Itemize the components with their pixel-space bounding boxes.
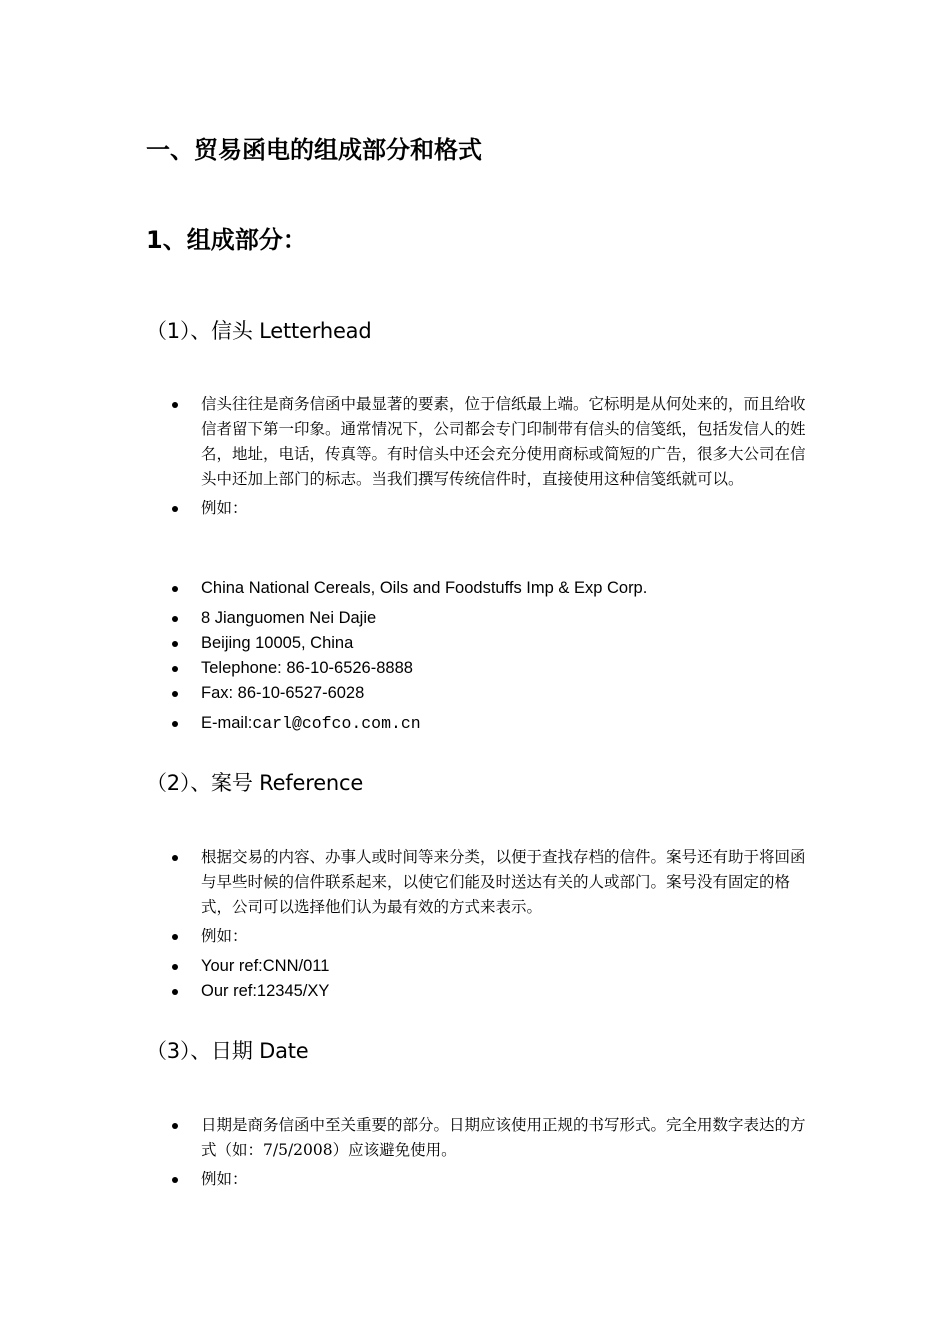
- list-item: [0, 656, 950, 681]
- email-link[interactable]: carl@cofco.com.cn: [252, 714, 421, 733]
- example-line: China National Cereals, Oils and Foodstuffs Imp & Exp Corp.: [201, 579, 648, 597]
- section-title-date: （3）、日期 Date: [146, 1039, 309, 1063]
- list-item: [0, 681, 950, 706]
- list-item: [0, 711, 950, 736]
- letterhead-paragraph: 信头往往是商务信函中最显著的要素，位于信纸最上端。它标明是从何处来的，而且给收信者留下第一印象。通常情况下，公司都会专门印制带有信头的信笺纸，包括发信人的姓名，地址，电话，传真等。有时信头中还会充分使用商标或简短的广告，很多大公司在信头中还加上部门的标志。当我们撰写传统信件时，直接使用这种信笺纸就可以。: [201, 395, 806, 488]
- bullet-icon: [172, 964, 178, 970]
- list-item: [0, 954, 950, 979]
- bullet-icon: [172, 721, 178, 727]
- list-item: [0, 979, 950, 1004]
- list-item: [0, 631, 950, 656]
- list-item: [0, 845, 950, 920]
- email-line: [201, 711, 807, 736]
- reference-paragraph: 根据交易的内容、办事人或时间等来分类，以便于查找存档的信件。案号还有助于将回函与早些时候的信件联系起来，以使它们能及时送达有关的人或部门。案号没有固定的格式，公司可以选择他们认为最有效的方式来表示。: [201, 848, 806, 916]
- bullet-icon: [172, 855, 178, 861]
- bullet-icon: [172, 989, 178, 995]
- bullet-icon: [172, 1177, 178, 1183]
- date-list: [0, 1113, 950, 1192]
- bullet-icon: [172, 1123, 178, 1129]
- bullet-icon: [172, 506, 178, 512]
- list-item: [0, 606, 950, 631]
- list-item: [0, 576, 950, 601]
- email-label: E-mail:: [201, 714, 253, 732]
- bullet-icon: [172, 641, 178, 647]
- list-item: [0, 1167, 950, 1192]
- letterhead-description-list: [0, 392, 950, 521]
- section-title-reference: （2）、案号 Reference: [146, 771, 364, 795]
- example-line: Fax: 86-10-6527-6028: [201, 684, 365, 702]
- bullet-icon: [172, 666, 178, 672]
- bullet-icon: [172, 616, 178, 622]
- bullet-icon: [172, 934, 178, 940]
- list-item: [0, 1113, 950, 1163]
- section-title-letterhead: （1）、信头 Letterhead: [146, 319, 372, 343]
- example-line: Our ref:12345/XY: [201, 982, 330, 1000]
- list-item: [0, 924, 950, 949]
- example-label: 例如：: [201, 927, 248, 945]
- example-line: Beijing 10005, China: [201, 634, 354, 652]
- bullet-icon: [172, 691, 178, 697]
- example-line: Your ref:CNN/011: [201, 957, 330, 975]
- example-line: 8 Jianguomen Nei Dajie: [201, 609, 377, 627]
- sub-heading: 1、组成部分：: [146, 226, 307, 254]
- list-item: [0, 392, 950, 492]
- example-label: 例如：: [201, 1170, 248, 1188]
- date-paragraph: 日期是商务信函中至关重要的部分。日期应该使用正规的书写形式。完全用数字表达的方式（如：7/5/2008）应该避免使用。: [201, 1116, 806, 1159]
- bullet-icon: [172, 586, 178, 592]
- letterhead-example-list: [0, 576, 950, 736]
- list-item: [0, 496, 950, 521]
- bullet-icon: [172, 402, 178, 408]
- reference-list: [0, 845, 950, 1004]
- example-line: Telephone: 86-10-6526-8888: [201, 659, 413, 677]
- main-heading: 一、贸易函电的组成部分和格式: [146, 136, 482, 164]
- example-label: 例如：: [201, 499, 248, 517]
